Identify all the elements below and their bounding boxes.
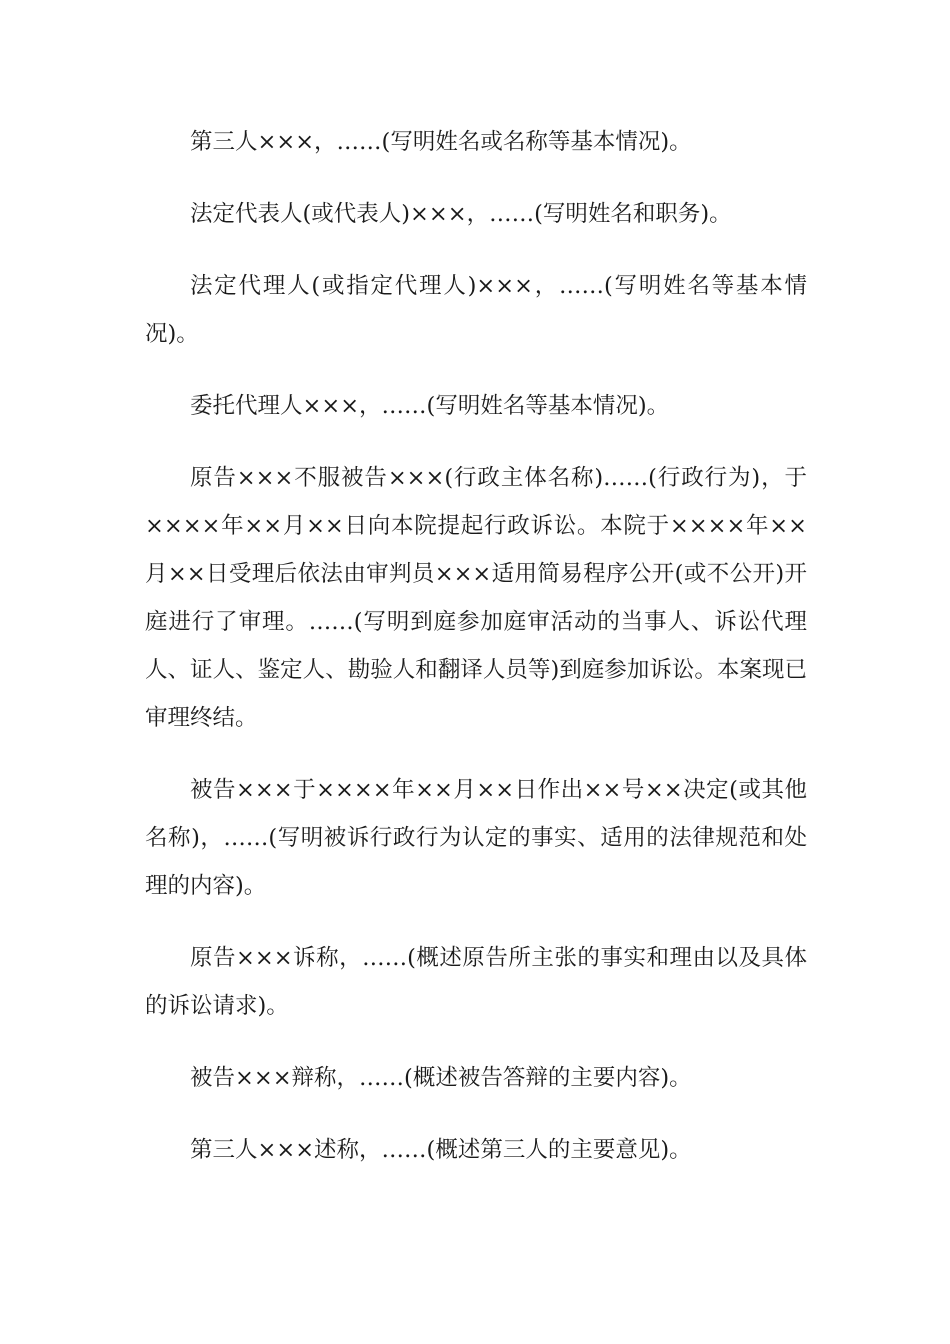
paragraph-third-party-statement: 第三人×××述称，……(概述第三人的主要意见)。 (190, 1137, 692, 1163)
paragraph-defendant-defense: 被告×××辩称，……(概述被告答辩的主要内容)。 (190, 1065, 692, 1091)
paragraph-plaintiff-claim: 原告×××诉称，……(概述原告所主张的事实和理由以及具体的诉讼请求)。 (145, 945, 807, 1019)
document-body (145, 118, 807, 1174)
paragraph-case-procedure: 原告×××不服被告×××(行政主体名称)……(行政行为)，于××××年××月××日向本院提起行政诉讼。本院于××××年××月××日受理后依法由审判员×××适用简易程序公开(或不公开)开庭进行了审理。……(写明到庭参加庭审活动的当事人、诉讼代理人、证人、鉴定人、勘验人和翻译人员等)到庭参加诉讼。本案现已审理终结。 (145, 465, 807, 731)
paragraph-entrusted-agent: 委托代理人×××，……(写明姓名等基本情况)。 (190, 393, 670, 419)
paragraph-statutory-agent: 法定代理人(或指定代理人)×××，……(写明姓名等基本情况)。 (145, 273, 807, 347)
paragraph-third-party: 第三人×××，……(写明姓名或名称等基本情况)。 (190, 129, 692, 155)
paragraph-legal-representative: 法定代表人(或代表人)×××，……(写明姓名和职务)。 (190, 201, 732, 227)
paragraph-administrative-action: 被告×××于××××年××月××日作出××号××决定(或其他名称)，……(写明被诉行政行为认定的事实、适用的法律规范和处理的内容)。 (145, 777, 807, 899)
